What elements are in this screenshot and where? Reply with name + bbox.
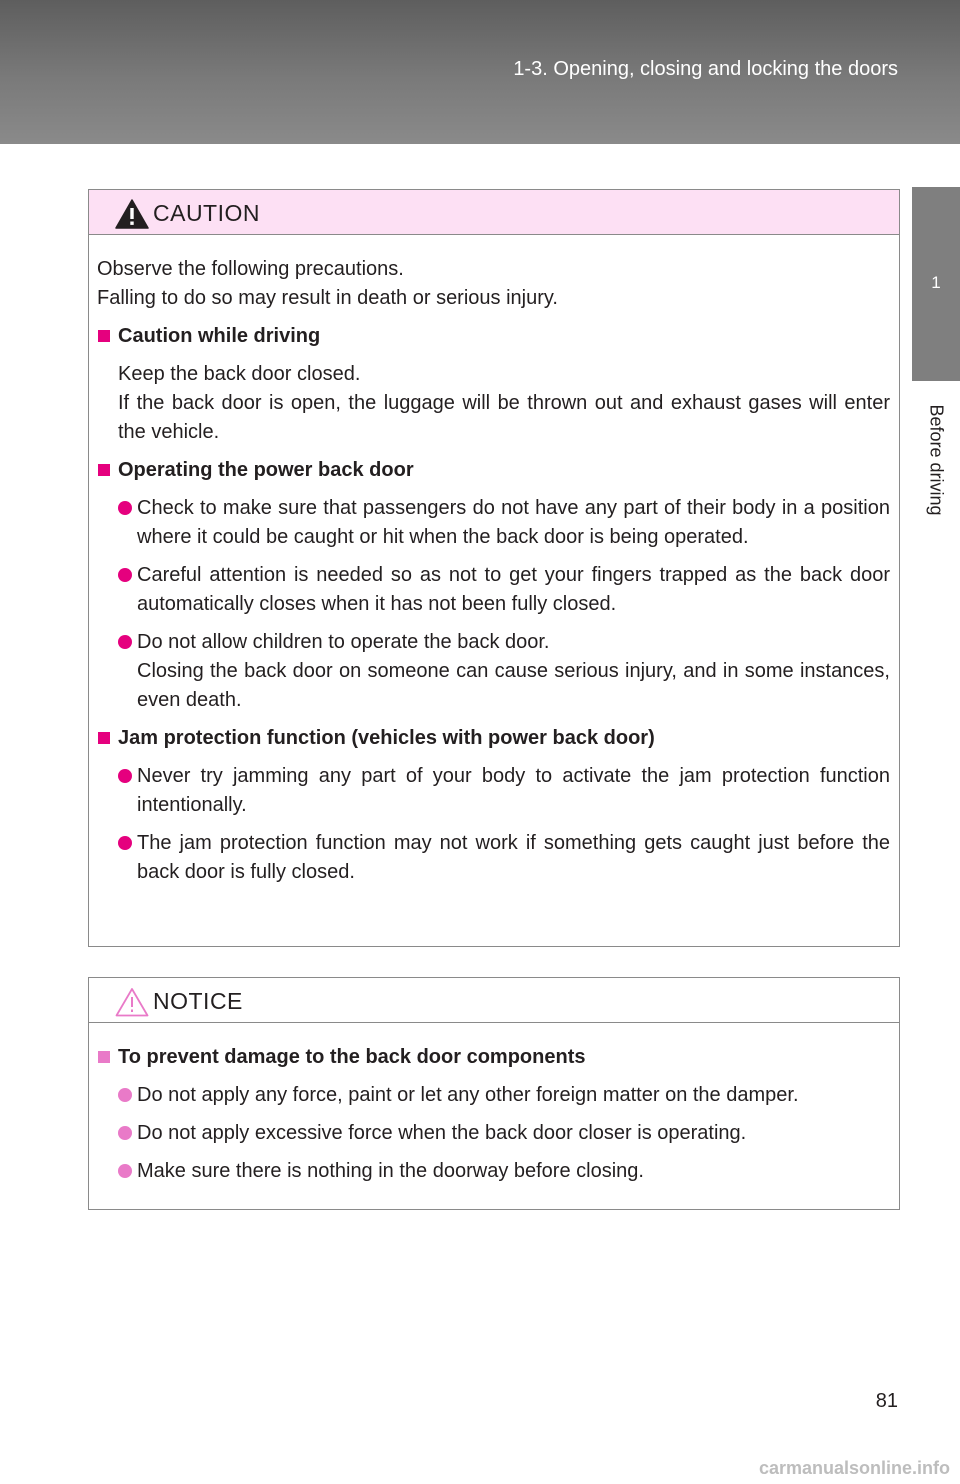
section-title: Caution while driving <box>118 325 321 347</box>
bullet-text: Do not apply excessive force when the back door closer is operating. <box>137 1122 747 1144</box>
bullet-item <box>97 1119 890 1148</box>
circle-bullet-icon <box>118 769 132 783</box>
circle-bullet-icon <box>118 568 132 582</box>
notice-box <box>88 977 900 1210</box>
intro-line: Falling to do so may result in death or serious injury. <box>97 287 558 309</box>
bullet-text: The jam protection function may not work if something gets caught just before the back door is fully closed. <box>137 832 890 883</box>
circle-bullet-icon <box>118 1088 132 1102</box>
bullet-item <box>97 561 890 619</box>
section-title: 1-3. Opening, closing and locking the doors <box>513 58 898 80</box>
bullet-item <box>97 762 890 820</box>
notice-body <box>89 1023 899 1186</box>
caution-box <box>88 189 900 947</box>
square-bullet-icon <box>98 330 110 342</box>
chapter-number: 1 <box>931 273 941 292</box>
caution-section <box>97 322 890 447</box>
section-heading <box>97 1043 890 1072</box>
notice-heading: NOTICE <box>153 988 243 1014</box>
section-heading <box>97 456 890 485</box>
section-heading <box>97 322 890 351</box>
notice-section <box>97 1043 890 1186</box>
notice-warning-icon <box>115 987 149 1017</box>
page-number: 81 <box>875 1390 898 1412</box>
circle-bullet-icon <box>118 635 132 649</box>
circle-bullet-icon <box>118 836 132 850</box>
bullet-text: Never try jamming any part of your body to activate the jam protection function intentionally. <box>137 765 890 816</box>
circle-bullet-icon <box>118 1164 132 1178</box>
bullet-item <box>97 628 890 715</box>
chapter-label: Before driving <box>926 404 947 516</box>
bullet-text: Check to make sure that passengers do not have any part of their body in a position where it could be caught or hit when the back door is being operated. <box>137 497 890 548</box>
bullet-text: Careful attention is needed so as not to get your fingers trapped as the back door automatically closes when it has not been fully closed. <box>137 564 890 615</box>
bullet-item <box>97 829 890 887</box>
square-bullet-icon <box>98 464 110 476</box>
caution-intro <box>97 255 890 313</box>
caution-heading: CAUTION <box>153 200 260 226</box>
bullet-item <box>97 1157 890 1186</box>
square-bullet-icon <box>98 732 110 744</box>
caution-header <box>89 190 899 235</box>
watermark: carmanualsonline.info <box>758 1458 950 1478</box>
chapter-tab <box>912 187 960 381</box>
circle-bullet-icon <box>118 501 132 515</box>
bullet-text: Do not allow children to operate the back door. <box>137 631 550 653</box>
caution-body <box>89 235 899 887</box>
chapter-header <box>0 0 960 144</box>
bullet-text: Make sure there is nothing in the doorway before closing. <box>137 1160 644 1182</box>
warning-icon <box>115 199 149 229</box>
intro-line: Observe the following precautions. <box>97 258 404 280</box>
caution-section <box>97 456 890 715</box>
section-title: To prevent damage to the back door components <box>118 1046 586 1068</box>
section-paragraph <box>97 360 890 447</box>
caution-section <box>97 724 890 887</box>
notice-header <box>89 978 899 1023</box>
paragraph-line: If the back door is open, the luggage will be thrown out and exhaust gases will enter the vehicle. <box>118 392 890 443</box>
bullet-item <box>97 494 890 552</box>
bullet-text: Closing the back door on someone can cause serious injury, and in some instances, even death. <box>137 660 890 711</box>
paragraph-line: Keep the back door closed. <box>118 363 361 385</box>
square-bullet-icon <box>98 1051 110 1063</box>
section-title: Operating the power back door <box>118 459 414 481</box>
section-heading <box>97 724 890 753</box>
bullet-text: Do not apply any force, paint or let any other foreign matter on the damper. <box>137 1084 799 1106</box>
section-title: Jam protection function (vehicles with power back door) <box>118 727 655 749</box>
circle-bullet-icon <box>118 1126 132 1140</box>
bullet-item <box>97 1081 890 1110</box>
